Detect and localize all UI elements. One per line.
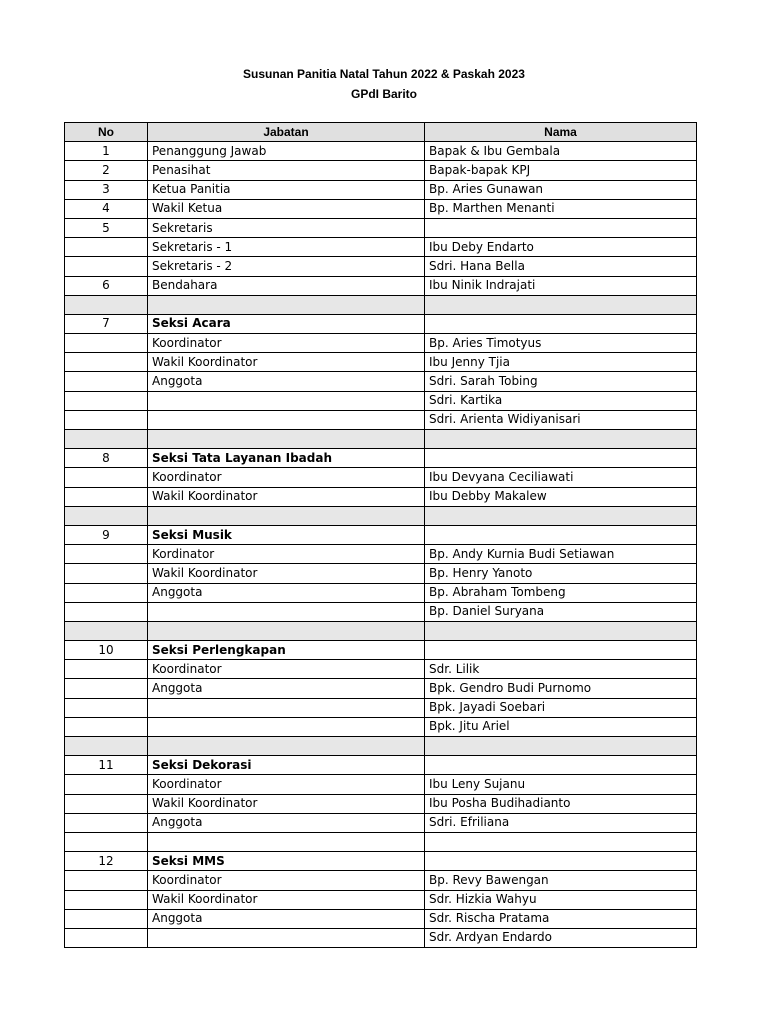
row-number: 7 bbox=[65, 314, 148, 333]
spacer-cell bbox=[148, 621, 425, 640]
row-number bbox=[65, 353, 148, 372]
row-number bbox=[65, 487, 148, 506]
row-number bbox=[65, 871, 148, 890]
table-row bbox=[65, 161, 697, 180]
row-nama: Bp. Abraham Tombeng bbox=[425, 583, 697, 602]
row-nama: Sdr. Hizkia Wahyu bbox=[425, 890, 697, 909]
table-row bbox=[65, 468, 697, 487]
row-nama: Sdri. Kartika bbox=[425, 391, 697, 410]
row-number: 3 bbox=[65, 180, 148, 199]
table-row bbox=[65, 660, 697, 679]
row-jabatan: Wakil Koordinator bbox=[148, 794, 425, 813]
table-row bbox=[65, 142, 697, 161]
row-number bbox=[65, 698, 148, 717]
row-nama: Bp. Aries Timotyus bbox=[425, 334, 697, 353]
row-number bbox=[65, 794, 148, 813]
committee-table bbox=[64, 122, 697, 948]
row-nama: Ibu Posha Budihadianto bbox=[425, 794, 697, 813]
spacer-cell bbox=[425, 506, 697, 525]
row-number bbox=[65, 545, 148, 564]
row-nama bbox=[425, 832, 697, 851]
row-nama: Sdri. Arienta Widiyanisari bbox=[425, 410, 697, 429]
table-row bbox=[65, 871, 697, 890]
row-nama: Ibu Ninik Indrajati bbox=[425, 276, 697, 295]
table-row bbox=[65, 852, 697, 871]
spacer-cell bbox=[65, 737, 148, 756]
row-number: 5 bbox=[65, 218, 148, 237]
spacer-cell bbox=[425, 621, 697, 640]
row-nama: Sdr. Rischa Pratama bbox=[425, 909, 697, 928]
row-jabatan: Wakil Koordinator bbox=[148, 353, 425, 372]
table-row bbox=[65, 545, 697, 564]
row-jabatan bbox=[148, 698, 425, 717]
row-nama: Sdri. Sarah Tobing bbox=[425, 372, 697, 391]
row-number: 12 bbox=[65, 852, 148, 871]
row-nama bbox=[425, 449, 697, 468]
row-number bbox=[65, 334, 148, 353]
table-row bbox=[65, 832, 697, 851]
row-jabatan: Seksi Dekorasi bbox=[148, 756, 425, 775]
row-jabatan: Anggota bbox=[148, 583, 425, 602]
table-row bbox=[65, 602, 697, 621]
row-jabatan: Ketua Panitia bbox=[148, 180, 425, 199]
row-number bbox=[65, 391, 148, 410]
table-row bbox=[65, 276, 697, 295]
row-number bbox=[65, 238, 148, 257]
row-number: 10 bbox=[65, 641, 148, 660]
header-nama: Nama bbox=[425, 123, 697, 142]
row-number bbox=[65, 813, 148, 832]
row-number bbox=[65, 602, 148, 621]
table-row bbox=[65, 813, 697, 832]
table-spacer-row bbox=[65, 737, 697, 756]
row-jabatan: Koordinator bbox=[148, 468, 425, 487]
row-number: 11 bbox=[65, 756, 148, 775]
row-jabatan: Anggota bbox=[148, 909, 425, 928]
row-nama: Ibu Leny Sujanu bbox=[425, 775, 697, 794]
row-jabatan bbox=[148, 832, 425, 851]
row-jabatan: Koordinator bbox=[148, 334, 425, 353]
row-number bbox=[65, 928, 148, 947]
row-number: 1 bbox=[65, 142, 148, 161]
row-number bbox=[65, 410, 148, 429]
table-row bbox=[65, 449, 697, 468]
row-nama: Ibu Deby Endarto bbox=[425, 238, 697, 257]
row-jabatan: Seksi Musik bbox=[148, 525, 425, 544]
table-row bbox=[65, 314, 697, 333]
spacer-cell bbox=[425, 737, 697, 756]
row-jabatan bbox=[148, 410, 425, 429]
table-row bbox=[65, 641, 697, 660]
row-number bbox=[65, 909, 148, 928]
row-nama: Bp. Marthen Menanti bbox=[425, 199, 697, 218]
spacer-cell bbox=[65, 506, 148, 525]
row-nama: Sdr. Ardyan Endardo bbox=[425, 928, 697, 947]
document-subtitle: GPdI Barito bbox=[350, 87, 417, 101]
row-jabatan bbox=[148, 717, 425, 736]
row-jabatan: Koordinator bbox=[148, 871, 425, 890]
row-jabatan: Wakil Koordinator bbox=[148, 487, 425, 506]
row-number bbox=[65, 890, 148, 909]
row-number: 4 bbox=[65, 199, 148, 218]
row-nama: Sdri. Efriliana bbox=[425, 813, 697, 832]
table-row bbox=[65, 525, 697, 544]
row-nama: Bapak & Ibu Gembala bbox=[425, 142, 697, 161]
table-row bbox=[65, 564, 697, 583]
row-jabatan: Seksi Acara bbox=[148, 314, 425, 333]
row-jabatan bbox=[148, 602, 425, 621]
table-spacer-row bbox=[65, 506, 697, 525]
header-jabatan: Jabatan bbox=[148, 123, 425, 142]
spacer-cell bbox=[148, 737, 425, 756]
spacer-cell bbox=[148, 295, 425, 314]
row-number bbox=[65, 679, 148, 698]
table-row bbox=[65, 928, 697, 947]
row-nama: Bpk. Gendro Budi Purnomo bbox=[425, 679, 697, 698]
table-row bbox=[65, 775, 697, 794]
header-no: No bbox=[65, 123, 148, 142]
table-row bbox=[65, 334, 697, 353]
row-number bbox=[65, 372, 148, 391]
row-nama: Bp. Andy Kurnia Budi Setiawan bbox=[425, 545, 697, 564]
row-jabatan: Penasihat bbox=[148, 161, 425, 180]
row-jabatan: Koordinator bbox=[148, 775, 425, 794]
row-number bbox=[65, 660, 148, 679]
spacer-cell bbox=[425, 430, 697, 449]
table-row bbox=[65, 794, 697, 813]
row-number: 9 bbox=[65, 525, 148, 544]
row-jabatan: Anggota bbox=[148, 372, 425, 391]
table-header-row bbox=[65, 123, 697, 142]
table-row bbox=[65, 698, 697, 717]
document-title: Susunan Panitia Natal Tahun 2022 & Paskah 2023 bbox=[243, 67, 525, 81]
spacer-cell bbox=[425, 295, 697, 314]
table-row bbox=[65, 487, 697, 506]
row-jabatan: Bendahara bbox=[148, 276, 425, 295]
table-row bbox=[65, 353, 697, 372]
row-nama bbox=[425, 852, 697, 871]
table-row bbox=[65, 756, 697, 775]
row-nama bbox=[425, 756, 697, 775]
row-jabatan: Sekretaris - 1 bbox=[148, 238, 425, 257]
row-jabatan bbox=[148, 928, 425, 947]
table-row bbox=[65, 257, 697, 276]
row-number bbox=[65, 775, 148, 794]
table-row bbox=[65, 890, 697, 909]
table-body bbox=[65, 142, 697, 948]
table-spacer-row bbox=[65, 295, 697, 314]
row-number bbox=[65, 583, 148, 602]
row-jabatan: Wakil Ketua bbox=[148, 199, 425, 218]
table-spacer-row bbox=[65, 621, 697, 640]
table-row bbox=[65, 180, 697, 199]
row-number: 2 bbox=[65, 161, 148, 180]
table-row bbox=[65, 583, 697, 602]
row-jabatan: Wakil Koordinator bbox=[148, 564, 425, 583]
table-row bbox=[65, 717, 697, 736]
row-jabatan: Kordinator bbox=[148, 545, 425, 564]
row-jabatan: Sekretaris - 2 bbox=[148, 257, 425, 276]
row-nama bbox=[425, 218, 697, 237]
row-jabatan bbox=[148, 391, 425, 410]
row-nama: Bapak-bapak KPJ bbox=[425, 161, 697, 180]
row-number bbox=[65, 468, 148, 487]
row-nama: Bp. Daniel Suryana bbox=[425, 602, 697, 621]
row-jabatan: Koordinator bbox=[148, 660, 425, 679]
row-nama: Ibu Devyana Ceciliawati bbox=[425, 468, 697, 487]
row-nama: Bp. Aries Gunawan bbox=[425, 180, 697, 199]
table-row bbox=[65, 372, 697, 391]
row-nama: Sdri. Hana Bella bbox=[425, 257, 697, 276]
spacer-cell bbox=[65, 430, 148, 449]
table-row bbox=[65, 218, 697, 237]
row-nama: Ibu Jenny Tjia bbox=[425, 353, 697, 372]
row-nama bbox=[425, 525, 697, 544]
row-nama: Bpk. Jayadi Soebari bbox=[425, 698, 697, 717]
row-jabatan: Penanggung Jawab bbox=[148, 142, 425, 161]
table-row bbox=[65, 391, 697, 410]
spacer-cell bbox=[148, 506, 425, 525]
row-nama bbox=[425, 314, 697, 333]
row-jabatan: Anggota bbox=[148, 679, 425, 698]
row-number bbox=[65, 257, 148, 276]
table-row bbox=[65, 199, 697, 218]
row-number bbox=[65, 832, 148, 851]
spacer-cell bbox=[65, 295, 148, 314]
row-jabatan: Seksi Tata Layanan Ibadah bbox=[148, 449, 425, 468]
row-jabatan: Seksi MMS bbox=[148, 852, 425, 871]
row-nama: Sdr. Lilik bbox=[425, 660, 697, 679]
table-row bbox=[65, 410, 697, 429]
row-nama: Ibu Debby Makalew bbox=[425, 487, 697, 506]
row-number bbox=[65, 717, 148, 736]
spacer-cell bbox=[148, 430, 425, 449]
row-nama: Bp. Revy Bawengan bbox=[425, 871, 697, 890]
row-jabatan: Seksi Perlengkapan bbox=[148, 641, 425, 660]
row-number: 8 bbox=[65, 449, 148, 468]
spacer-cell bbox=[65, 621, 148, 640]
table-row bbox=[65, 909, 697, 928]
row-jabatan: Anggota bbox=[148, 813, 425, 832]
row-jabatan: Wakil Koordinator bbox=[148, 890, 425, 909]
row-nama bbox=[425, 641, 697, 660]
table-row bbox=[65, 238, 697, 257]
row-number: 6 bbox=[65, 276, 148, 295]
row-nama: Bp. Henry Yanoto bbox=[425, 564, 697, 583]
table-row bbox=[65, 679, 697, 698]
table-spacer-row bbox=[65, 430, 697, 449]
row-jabatan: Sekretaris bbox=[148, 218, 425, 237]
row-nama: Bpk. Jitu Ariel bbox=[425, 717, 697, 736]
row-number bbox=[65, 564, 148, 583]
